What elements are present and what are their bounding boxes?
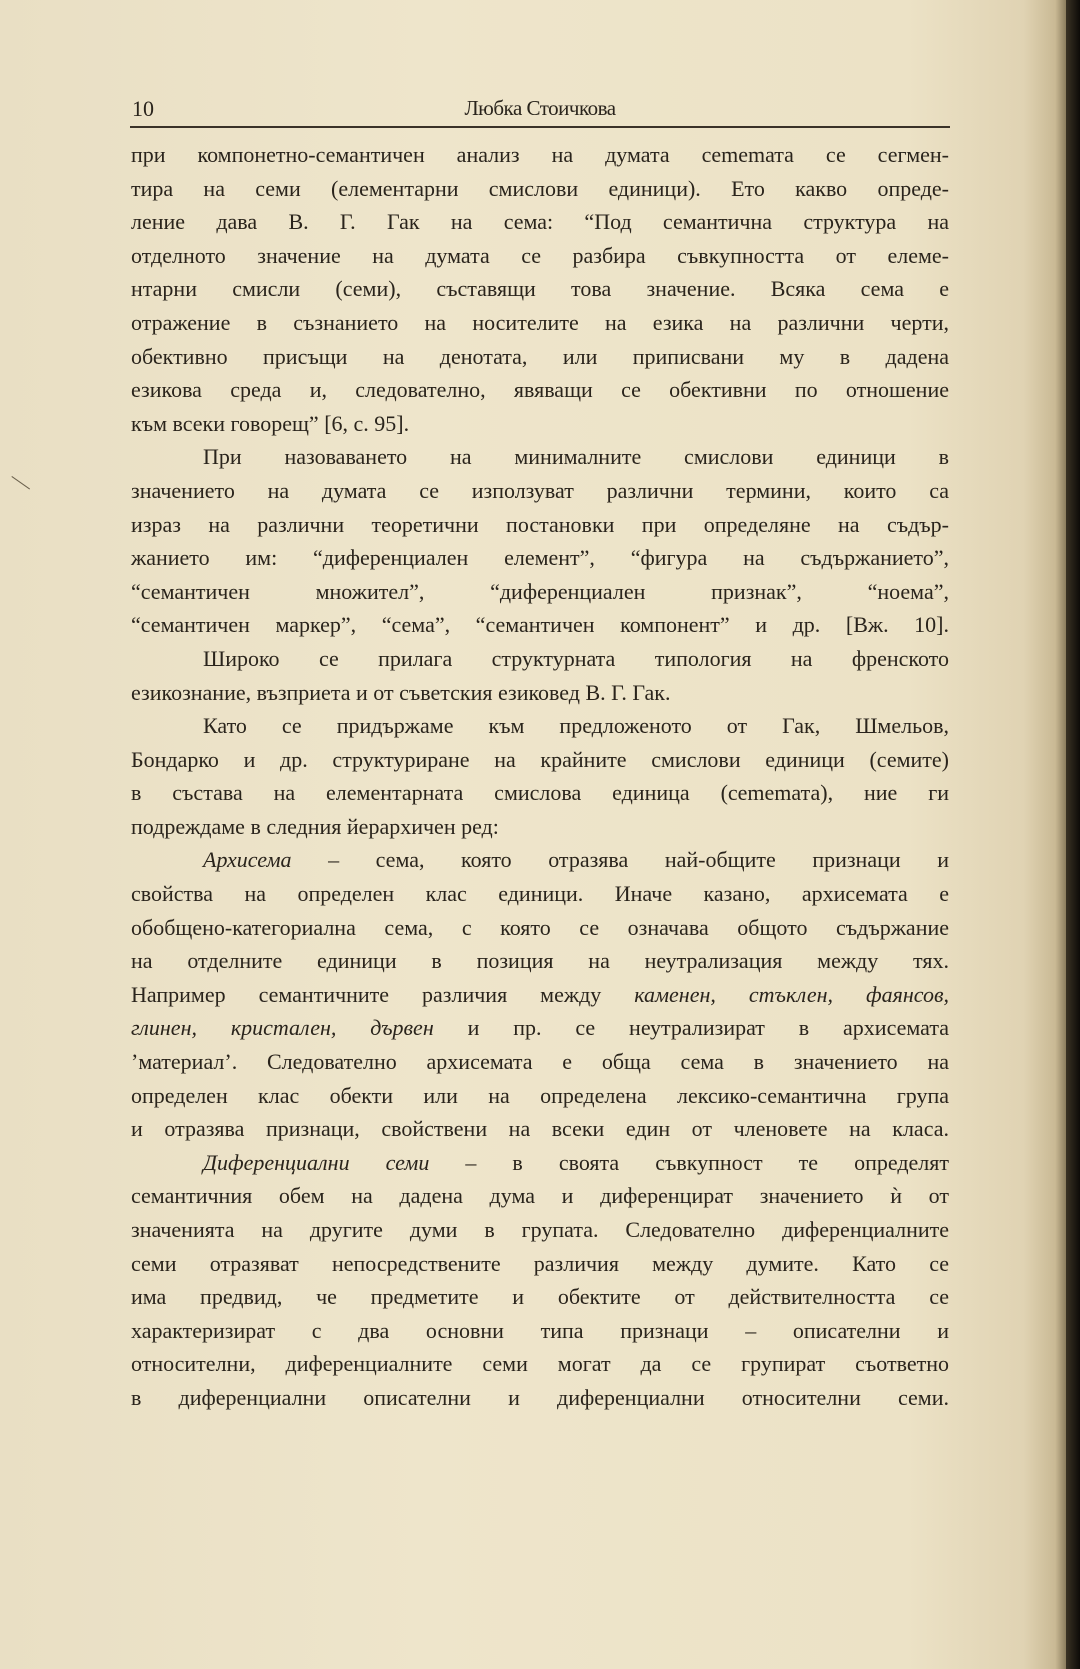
text-line (131, 508, 949, 542)
text-line (131, 306, 949, 340)
text-line (131, 1045, 949, 1079)
text-line (131, 575, 949, 609)
text-run: значенията на другите думи в групата. Следователно диференциалните (131, 1217, 949, 1242)
text-run: отделното значение на думата се разбира съвкупността от елеме- (131, 242, 949, 268)
text-run: езикова среда и, следователно, явяващи се обективни по отношение (131, 377, 949, 403)
text-line (131, 138, 949, 172)
text-line (131, 1112, 949, 1146)
text-run: на отделните единици в позиция на неутрализация между тях. (131, 948, 949, 974)
text-run: семи отразяват непосредствените различия между думите. Като се (131, 1250, 949, 1276)
text-run: отражение в съзнанието на носителите на езика на различни черти, (131, 309, 949, 335)
text-line (131, 1179, 949, 1213)
text-run: семантичния обем на дадена дума и диференцират значението ѝ от (131, 1183, 949, 1209)
text-run: – сема, която отразява най-общите признаци и (291, 847, 949, 873)
text-run: обобщено-категориална сема, с която се означава общото съдържание (131, 914, 949, 940)
text-run: Бондарко и др. структуриране на крайните смислови единици (семите) (131, 746, 949, 772)
text-line (131, 743, 949, 777)
text-run: при компонетно-семантичен анализ на думата сememата се сегмен- (131, 142, 949, 167)
italic-term: каменен, стъклен, фаянсов, (634, 981, 949, 1007)
text-run: в диференциални описателни и диференциални относителни семи. (131, 1384, 949, 1410)
text-run: обективно присъщи на денотата, или приписвани му в дадена (131, 343, 949, 369)
text-line (131, 608, 949, 642)
text-run: свойства на определен клас единици. Иначе казано, архисемата е (131, 881, 949, 907)
text-run: При назоваването на минималните смислови единици в (203, 444, 949, 470)
margin-pencil-mark (3, 476, 30, 501)
text-line (131, 1011, 949, 1045)
italic-term: Архисема (203, 847, 292, 873)
body-text (131, 138, 949, 1415)
text-run: и пр. се неутрализират в архисемата (433, 1015, 949, 1041)
text-line (131, 944, 949, 978)
text-run: “семантичен маркер”, “сема”, “семантичен компонент” и др. [Вж. 10]. (131, 612, 949, 638)
text-run: подреждаме в следния йерархичен ред: (131, 813, 499, 839)
text-line (131, 1280, 949, 1314)
text-line (131, 172, 949, 206)
text-line (131, 272, 949, 306)
text-run: езикознание, възприета и от съветския езиковед В. Г. Гак. (131, 679, 671, 705)
text-run: тира на семи (елементарни смислови единици). Ето какво опреде- (131, 175, 949, 201)
text-run: значението на думата се използуват различни термини, които са (131, 477, 949, 503)
text-line (131, 440, 949, 474)
text-run: определен клас обекти или на определена лексико-семантична група (131, 1082, 949, 1108)
text-line (131, 676, 949, 710)
text-line (131, 1146, 949, 1180)
text-line (131, 541, 949, 575)
italic-term: Диференциални семи (203, 1149, 430, 1175)
text-line (131, 978, 949, 1012)
text-run: Като се придържаме към предложеното от Гак, Шмельов, (203, 713, 949, 739)
text-line (131, 373, 949, 407)
text-line (131, 1247, 949, 1281)
text-run: към всеки говорещ” [6, с. 95]. (131, 410, 410, 436)
text-run: Например семантичните различия между (131, 981, 635, 1007)
running-title: Любка Стоичкова (464, 96, 616, 120)
text-line (131, 776, 949, 810)
text-line (131, 810, 949, 844)
text-line (131, 1314, 949, 1348)
text-run: ление дава В. Г. Гак на сема: “Под семантична структура на (131, 209, 949, 235)
text-run: “семантичен множител”, “диференциален признак”, “ноема”, (131, 578, 949, 604)
text-run: жанието им: “диференциален елемент”, “фигура на съдържанието”, (131, 545, 949, 571)
page-number: 10 (132, 96, 154, 121)
text-run: в състава на елементарната смислова единица (сememата), ние ги (131, 780, 949, 806)
text-line (131, 1079, 949, 1113)
text-run: израз на различни теоретични постановки при определяне на съдър- (131, 511, 949, 537)
italic-term: глинен, кристален, дървен (131, 1015, 434, 1041)
text-line (131, 340, 949, 374)
page-header (130, 94, 950, 128)
text-run: относителни, диференциалните семи могат да се групират съответно (131, 1351, 949, 1377)
text-line (131, 843, 949, 877)
text-run: нтарни смисли (семи), съставящи това значение. Всяка сема е (131, 276, 949, 302)
text-line (131, 407, 949, 441)
text-line (131, 1213, 949, 1247)
text-run: ’материал’. Следователно архисемата е обща сема в значението на (131, 1049, 949, 1075)
text-line (131, 709, 949, 743)
text-line (131, 1347, 949, 1381)
text-line (131, 877, 949, 911)
text-line (131, 1381, 949, 1415)
text-run: има предвид, че предметите и обектите от действителността се (131, 1284, 949, 1310)
text-run: и отразява признаци, свойствени на всеки един от членовете на класа. (131, 1116, 949, 1142)
text-run: Широко се прилага структурната типология на френското (203, 645, 949, 671)
text-line (131, 642, 949, 676)
text-line (131, 911, 949, 945)
book-binding-edge (1066, 0, 1080, 1669)
text-run: характеризират с два основни типа признаци – описателни и (131, 1317, 949, 1343)
text-line (131, 239, 949, 273)
text-line (131, 205, 949, 239)
text-run: – в своята съвкупност те определят (429, 1149, 949, 1175)
text-line (131, 474, 949, 508)
